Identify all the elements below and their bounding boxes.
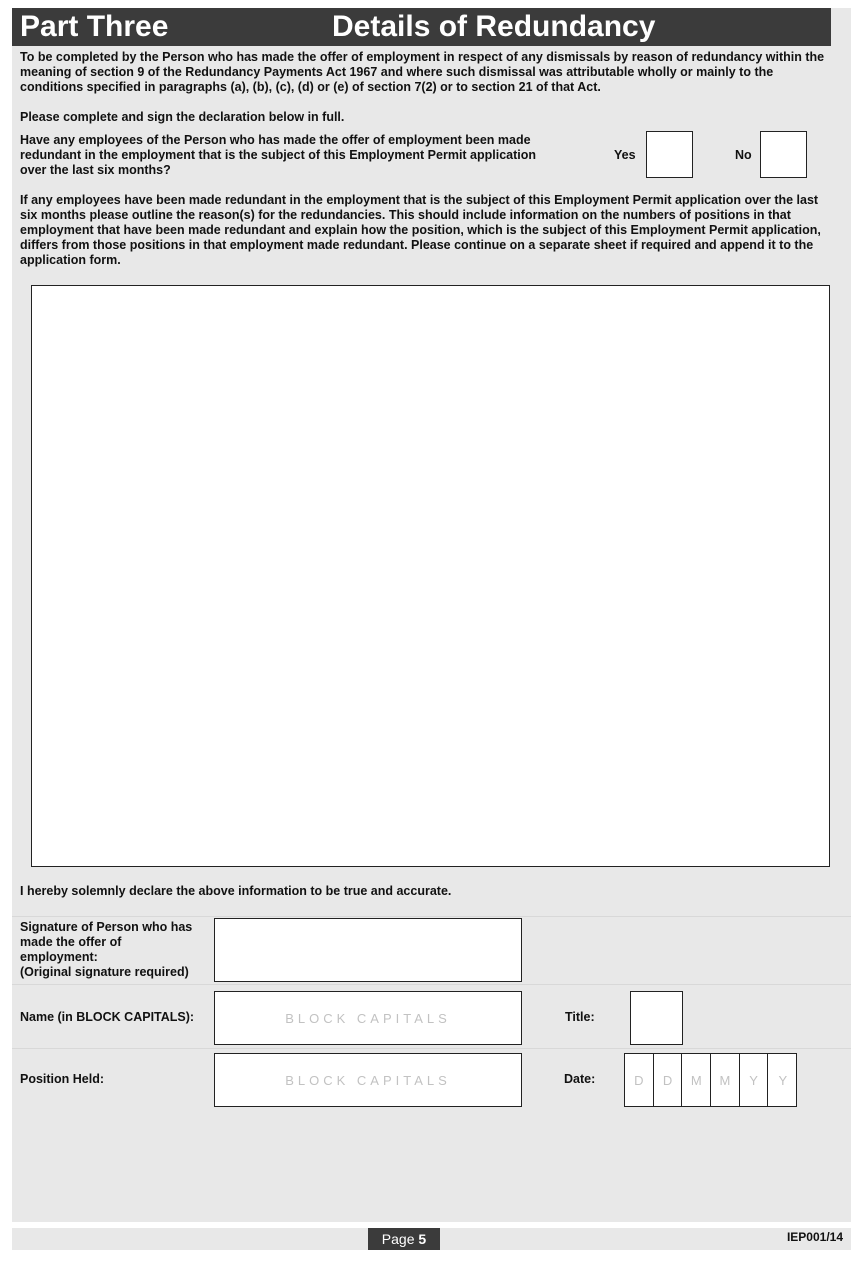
divider (12, 1048, 851, 1049)
instruction-text: Please complete and sign the declaration below in full. (20, 110, 345, 124)
date-label: Date: (564, 1072, 596, 1086)
section-title: Details of Redundancy (332, 10, 656, 43)
signature-field[interactable] (214, 918, 522, 982)
position-field[interactable] (214, 1053, 522, 1107)
divider (12, 916, 851, 917)
date-cell-year-2[interactable]: Y (778, 1072, 788, 1088)
date-cell-month-1[interactable]: M (682, 1054, 711, 1106)
name-label: Name (in BLOCK CAPITALS): (20, 1010, 195, 1024)
name-placeholder: BLOCK CAPITALS (285, 1010, 451, 1026)
section-header (12, 8, 831, 46)
page-indicator (368, 1228, 440, 1250)
position-placeholder: BLOCK CAPITALS (285, 1072, 451, 1088)
name-field[interactable] (214, 991, 522, 1045)
divider (12, 984, 851, 985)
title-field[interactable] (630, 991, 683, 1045)
date-cell-day-1[interactable]: D (625, 1054, 654, 1106)
signature-label: Signature of Person who has made the offer of employment: (Original signature required) (20, 920, 193, 979)
title-label: Title: (565, 1010, 595, 1024)
part-label: Part Three (20, 10, 169, 43)
intro-text: To be completed by the Person who has made the offer of employment in respect of any dismissals by reason of redundancy within the meaning of section 9 of the Redundancy Payments Act 1967 and where such dismissal was attributable wholly or mainly to the conditions specified in paragraphs (a), (b), (c), (d) or (e) of section 7(2) or to section 21 of that Act. (20, 50, 825, 94)
date-cell-day-2[interactable]: D (654, 1054, 683, 1106)
reasons-prompt: If any employees have been made redundant in the employment that is the subject of this Employment Permit application over the last six months please outline the reason(s) for the redundancies. This should include information on the numbers of positions in that employment that have been made redundant and explain how the position, which is the subject of this Employment Permit application, differs from those positions in that employment made redundant. Please continue on a separate sheet if required and append it to the application form. (20, 193, 821, 267)
redundancy-question: Have any employees of the Person who has made the offer of employment been made redundant in the employment that is the subject of this Employment Permit application over the last six months? (20, 133, 537, 177)
no-label: No (735, 148, 752, 162)
page-word: Page (381, 1231, 415, 1247)
declaration-text: I hereby solemnly declare the above information to be true and accurate. (20, 884, 452, 898)
yes-label: Yes (614, 148, 636, 162)
yes-checkbox[interactable] (646, 131, 693, 178)
position-label: Position Held: (20, 1072, 105, 1086)
date-cell-year-1[interactable]: Y (740, 1054, 769, 1106)
reasons-textarea[interactable] (31, 285, 830, 867)
page-number: 5 (418, 1231, 427, 1247)
no-checkbox[interactable] (760, 131, 807, 178)
form-code: IEP001/14 (786, 1230, 843, 1244)
date-cell-month-2[interactable]: M (711, 1054, 740, 1106)
date-field[interactable] (624, 1053, 797, 1107)
